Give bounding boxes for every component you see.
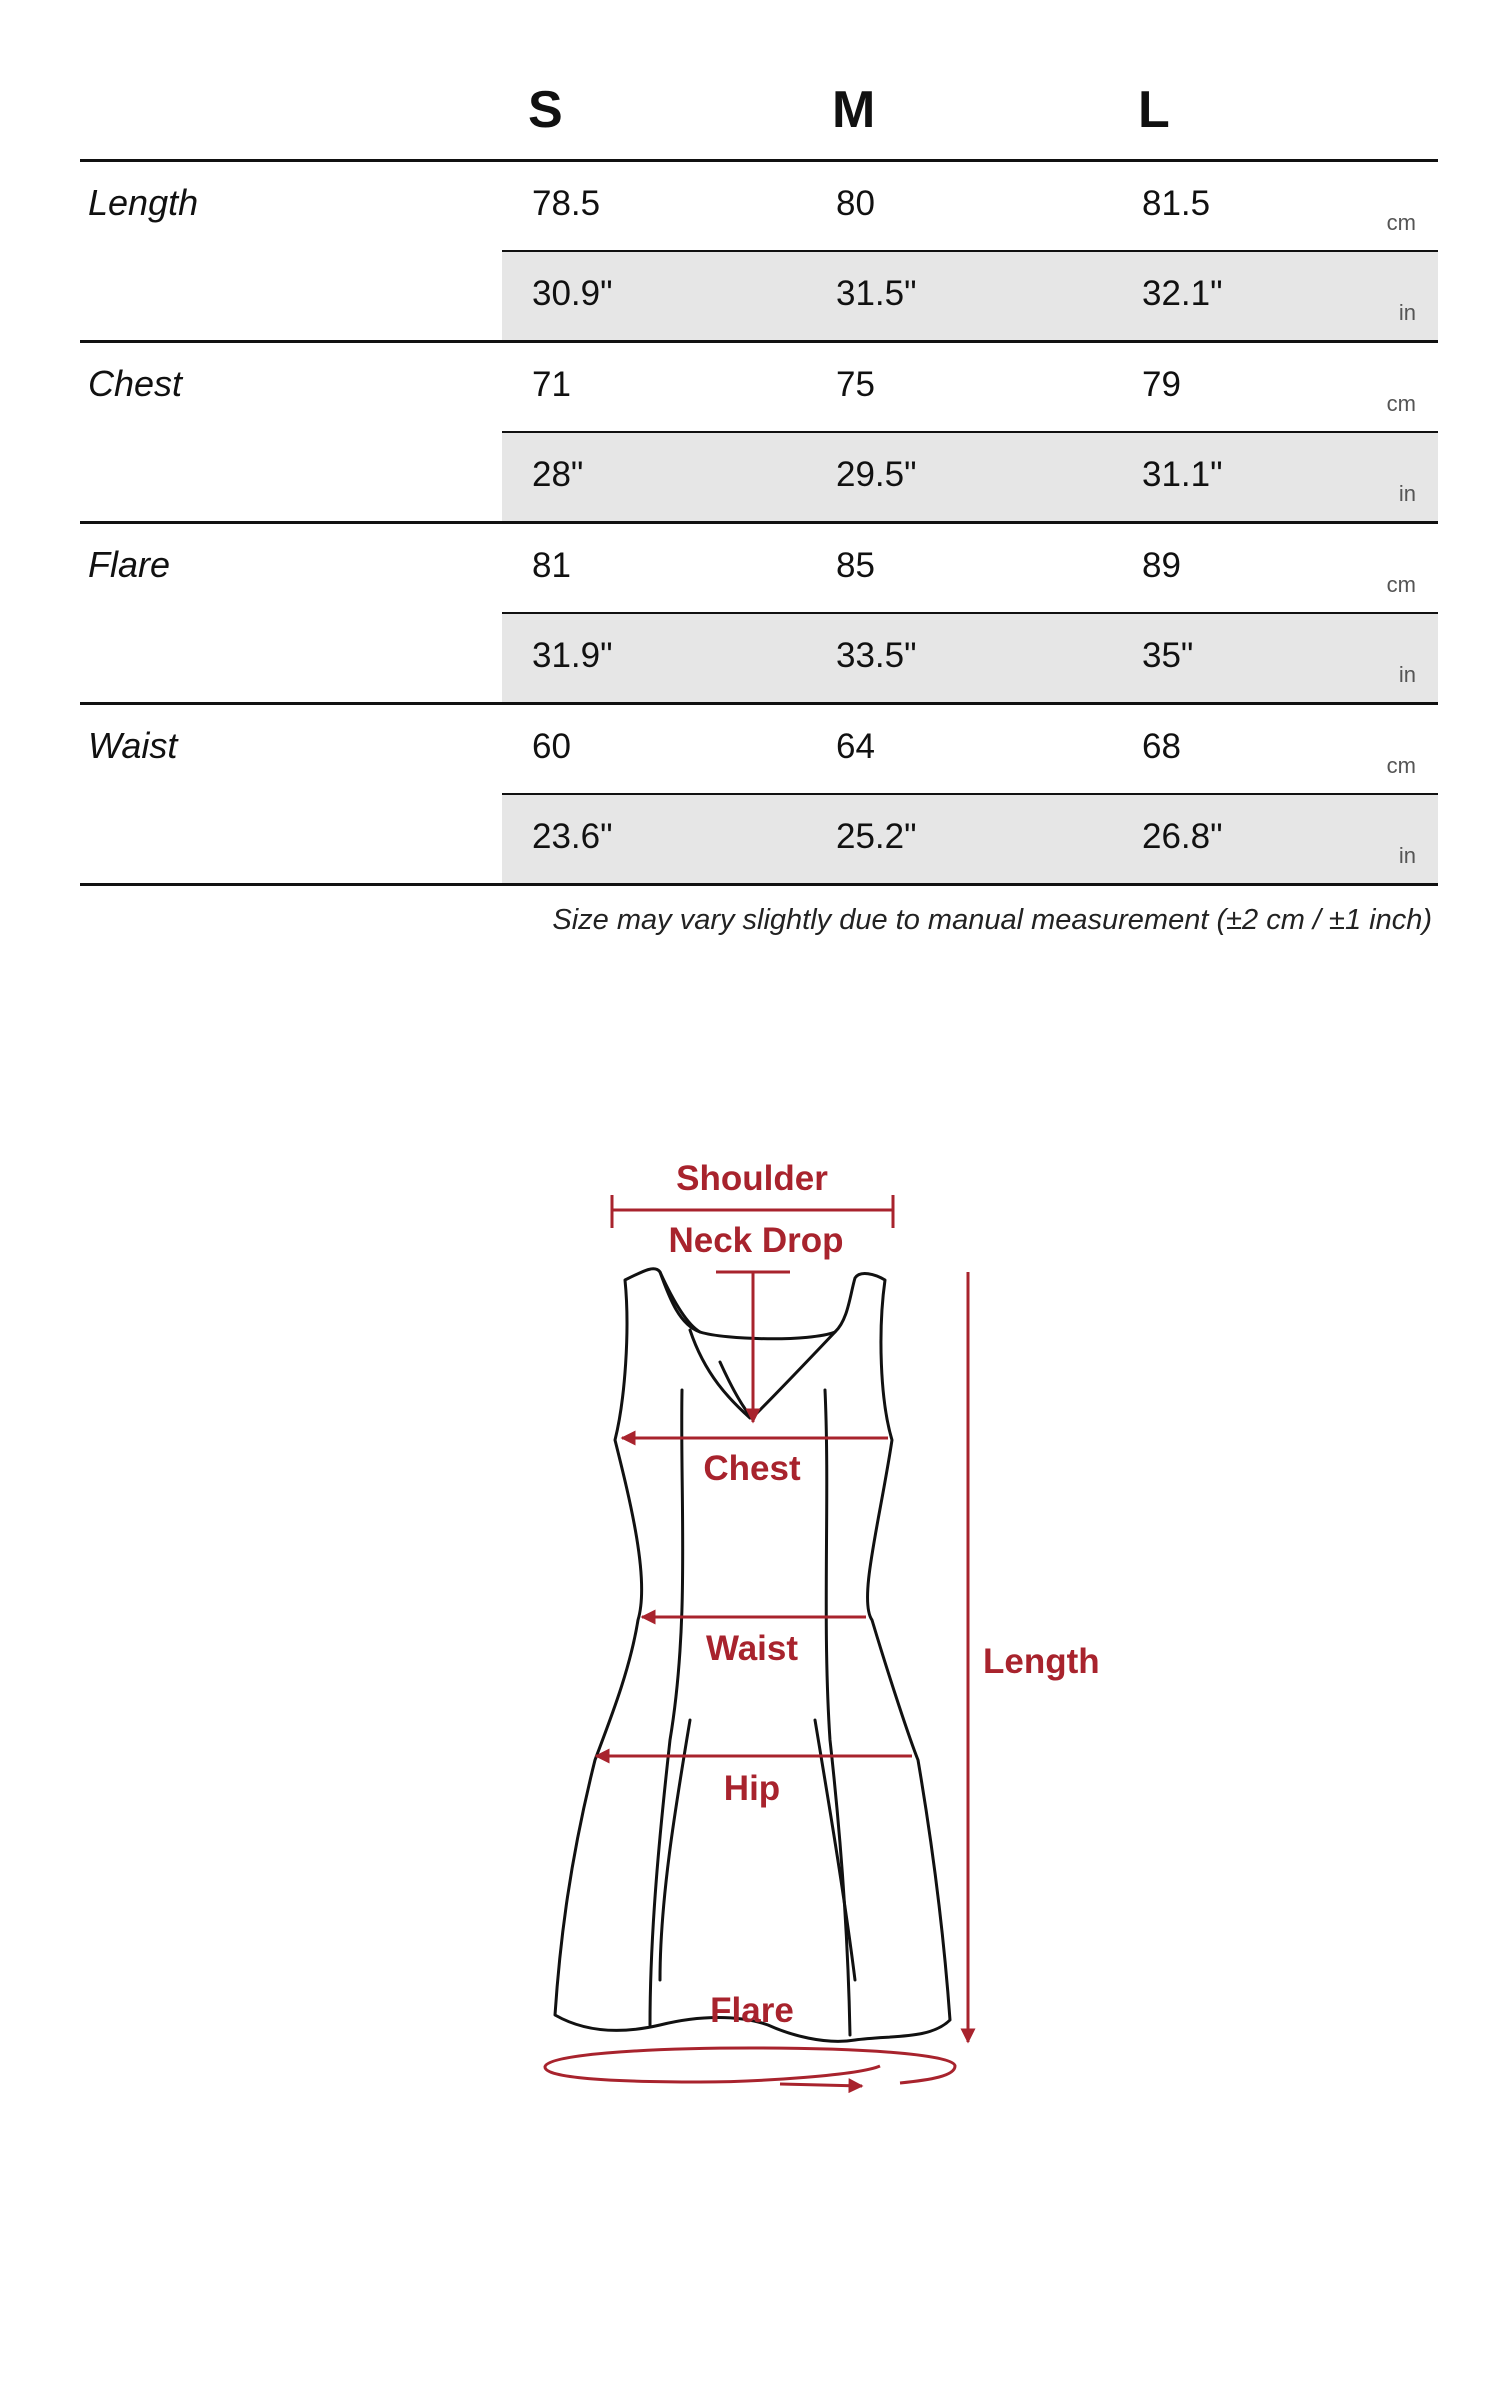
size-header-row [80,80,1438,160]
size-header-l: L [1138,81,1170,139]
cell-value: 78.5 [532,184,601,223]
cell-value: 68 [1142,727,1181,766]
cell-value: 23.6" [532,817,613,856]
table-bottom-rule [80,883,1438,886]
cell-value: 35" [1142,636,1194,675]
cell-value: 64 [836,727,875,766]
cell-value: 30.9" [532,274,613,313]
cell-value: 80 [836,184,875,223]
cell-value: 71 [532,365,571,404]
cell-value: 28" [532,455,584,494]
cell-value: 81 [532,546,571,585]
cell-value: 31.1" [1142,455,1223,494]
chest-cm-row [80,343,1438,433]
unit-cm: cm [1386,391,1416,416]
measure-label-length: Length [88,182,199,223]
length-cm-row [80,162,1438,252]
waist-in-row [80,795,1438,885]
unit-cm: cm [1386,753,1416,778]
unit-in: in [1398,662,1416,687]
cell-value: 85 [836,546,875,585]
measurement-note: Size may vary slightly due to manual measurement (±2 cm / ±1 inch) [552,904,1432,936]
row-shade [502,614,1438,704]
cell-value: 33.5" [836,636,917,675]
cell-value: 29.5" [836,455,917,494]
cell-value: 31.5" [836,274,917,313]
flare-cm-row [80,524,1438,614]
neck-drop-measure [716,1272,790,1422]
cell-value: 26.8" [1142,817,1223,856]
length-label: Length [983,1642,1100,1681]
hip-label: Hip [723,1769,781,1808]
flare-measure [545,2048,955,2086]
flare-label: Flare [710,1991,794,2030]
cell-value: 79 [1142,365,1181,404]
chest-label: Chest [703,1449,801,1488]
waist-cm-row [80,705,1438,795]
chest-in-row [80,433,1438,523]
cell-value: 60 [532,727,571,766]
unit-cm: cm [1386,572,1416,597]
measure-label-chest: Chest [88,363,183,404]
unit-in: in [1398,843,1416,868]
measure-label-waist: Waist [88,725,178,766]
size-header-m: M [832,81,876,139]
length-in-row [80,252,1438,342]
row-shade [502,433,1438,523]
cell-value: 31.9" [532,636,613,675]
neck-drop-label: Neck Drop [668,1221,844,1260]
cell-value: 75 [836,365,875,404]
dress-measurement-diagram [0,1100,1500,2200]
flare-in-row [80,614,1438,704]
shoulder-label: Shoulder [676,1159,828,1198]
row-shade [502,795,1438,885]
size-header-s: S [528,81,563,139]
cell-value: 81.5 [1142,184,1211,223]
cell-value: 25.2" [836,817,917,856]
row-shade [502,252,1438,342]
unit-in: in [1398,481,1416,506]
measure-label-flare: Flare [88,544,171,585]
unit-cm: cm [1386,210,1416,235]
unit-in: in [1398,300,1416,325]
cell-value: 89 [1142,546,1181,585]
waist-label: Waist [705,1629,799,1668]
cell-value: 32.1" [1142,274,1223,313]
